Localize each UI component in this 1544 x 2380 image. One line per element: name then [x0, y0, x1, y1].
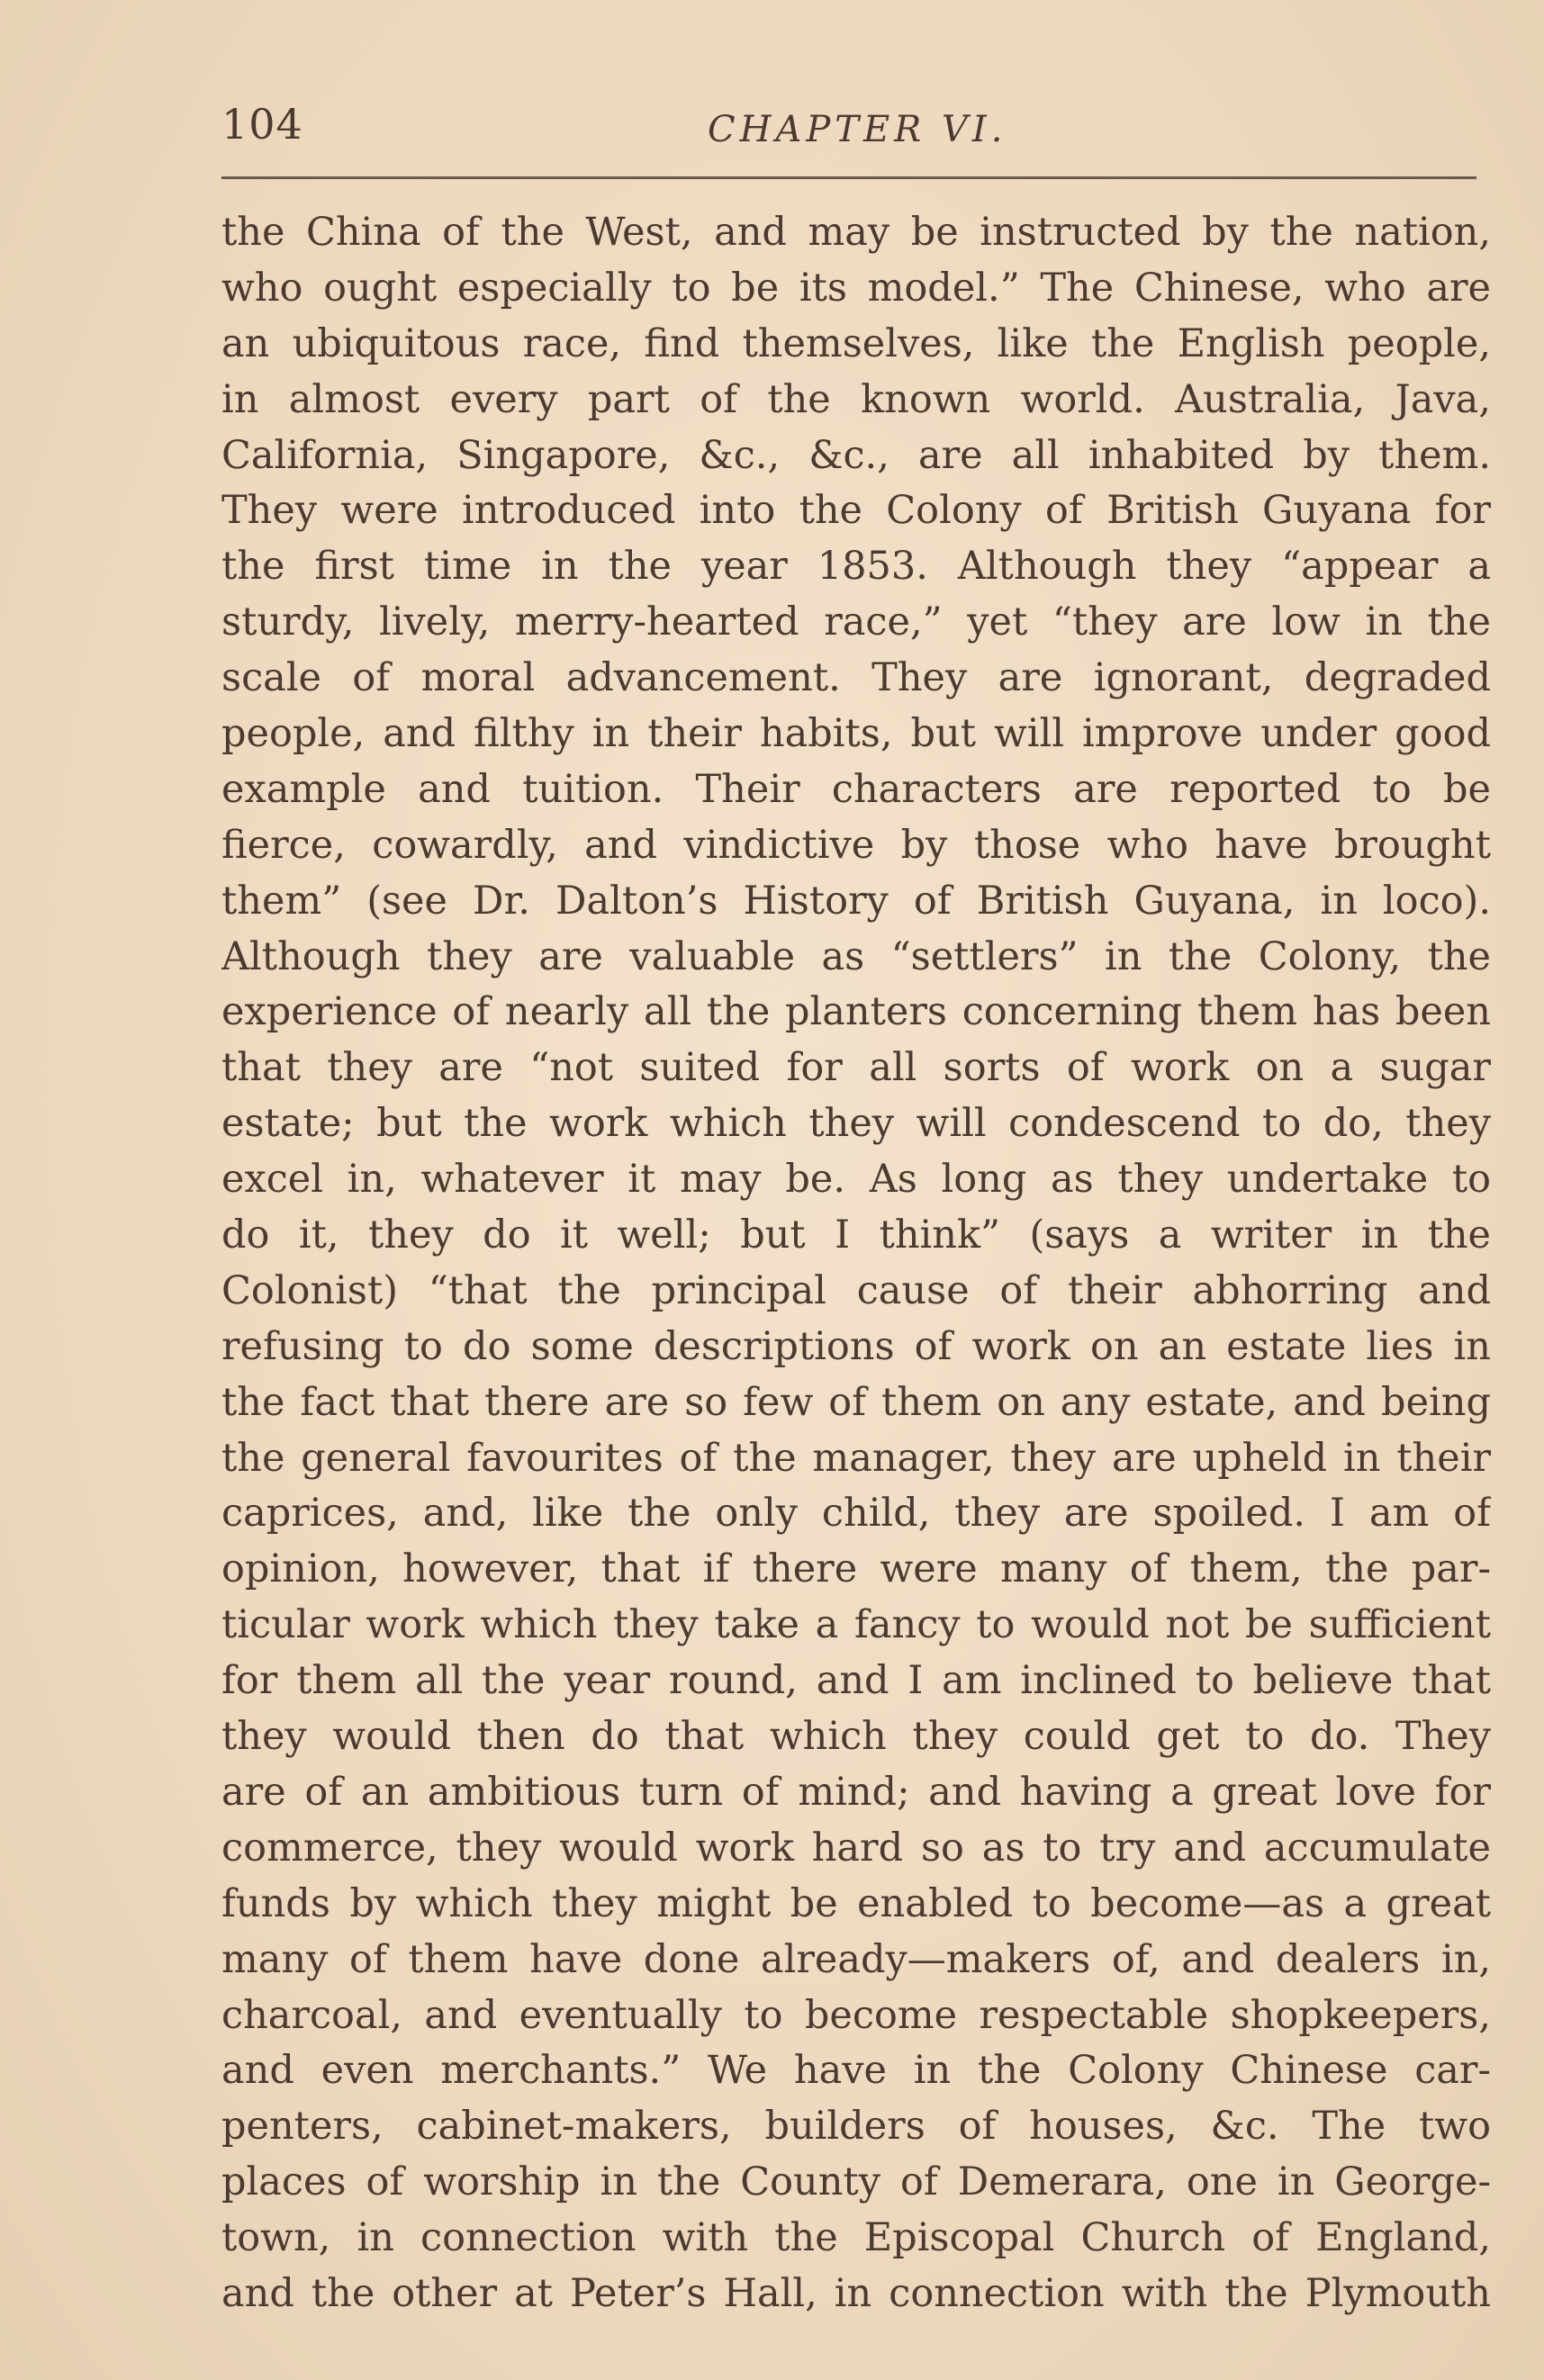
- text-line: the China of the West, and may be instructed by the nation,: [221, 210, 1491, 255]
- page-number: 104: [221, 100, 303, 149]
- text-line: people, and filthy in their habits, but will improve under good: [221, 711, 1491, 757]
- body-text: [221, 205, 1491, 2322]
- text-line: excel in, whatever it may be. As long as they undertake to: [221, 1157, 1491, 1203]
- text-line: opinion, however, that if there were many of them, the par-: [221, 1546, 1491, 1592]
- text-line: the first time in the year 1853. Although they “appear a: [221, 544, 1491, 590]
- text-line: who ought especially to be its model.” The Chinese, who are: [221, 265, 1491, 311]
- text-line: fierce, cowardly, and vindictive by those who have brought: [221, 822, 1491, 868]
- text-line: they would then do that which they could get to do. They: [221, 1714, 1491, 1760]
- text-line: places of worship in the County of Demerara, one in George-: [221, 2159, 1491, 2205]
- text-line: do it, they do it well; but I think” (says a writer in the: [221, 1213, 1491, 1258]
- text-line: refusing to do some descriptions of work on an estate lies in: [221, 1323, 1491, 1369]
- text-line: funds by which they might be enabled to become—as a great: [221, 1880, 1491, 1926]
- text-line: penters, cabinet-makers, builders of houses, &c. The two: [221, 2104, 1491, 2150]
- text-line: and the other at Peter’s Hall, in connection with the Plymouth: [221, 2270, 1491, 2316]
- text-line: estate; but the work which they will condescend to do, they: [221, 1101, 1491, 1147]
- text-line: and even merchants.” We have in the Colony Chinese car-: [221, 2048, 1491, 2094]
- text-line: caprices, and, like the only child, they are spoiled. I am of: [221, 1491, 1491, 1537]
- text-line: charcoal, and eventually to become respectable shopkeepers,: [221, 1992, 1491, 2038]
- page-header: [221, 97, 1476, 169]
- text-line: example and tuition. Their characters are reported to be: [221, 766, 1491, 812]
- text-line: Although they are valuable as “settlers” in the Colony, the: [221, 933, 1491, 979]
- text-line: them” (see Dr. Dalton’s History of British Guyana, in loco).: [221, 878, 1491, 924]
- text-line: an ubiquitous race, find themselves, like the English people,: [221, 320, 1491, 366]
- text-line: California, Singapore, &c., &c., are all inhabited by them.: [221, 432, 1491, 478]
- text-line: experience of nearly all the planters concerning them has been: [221, 989, 1491, 1035]
- running-head: CHAPTER VI.: [708, 109, 1007, 150]
- text-line: sturdy, lively, merry-hearted race,” yet “they are low in the: [221, 600, 1491, 645]
- text-line: in almost every part of the known world. Australia, Java,: [221, 376, 1491, 422]
- text-line: commerce, they would work hard so as to try and accumulate: [221, 1825, 1491, 1871]
- text-line: many of them have done already—makers of, and dealers in,: [221, 1936, 1491, 1982]
- text-line: They were introduced into the Colony of British Guyana for: [221, 488, 1491, 534]
- text-line: ticular work which they take a fancy to would not be sufficient: [221, 1602, 1491, 1648]
- header-rule: [221, 176, 1476, 179]
- text-line: are of an ambitious turn of mind; and having a great love for: [221, 1769, 1491, 1815]
- text-line: the fact that there are so few of them on any estate, and being: [221, 1379, 1491, 1425]
- text-line: the general favourites of the manager, they are upheld in their: [221, 1435, 1491, 1481]
- text-line: Colonist) “that the principal cause of their abhorring and: [221, 1267, 1491, 1313]
- text-line: town, in connection with the Episcopal Church of England,: [221, 2215, 1491, 2261]
- text-line: for them all the year round, and I am inclined to believe that: [221, 1658, 1491, 1704]
- text-line: that they are “not suited for all sorts of work on a sugar: [221, 1045, 1491, 1091]
- text-line: scale of moral advancement. They are ignorant, degraded: [221, 655, 1491, 701]
